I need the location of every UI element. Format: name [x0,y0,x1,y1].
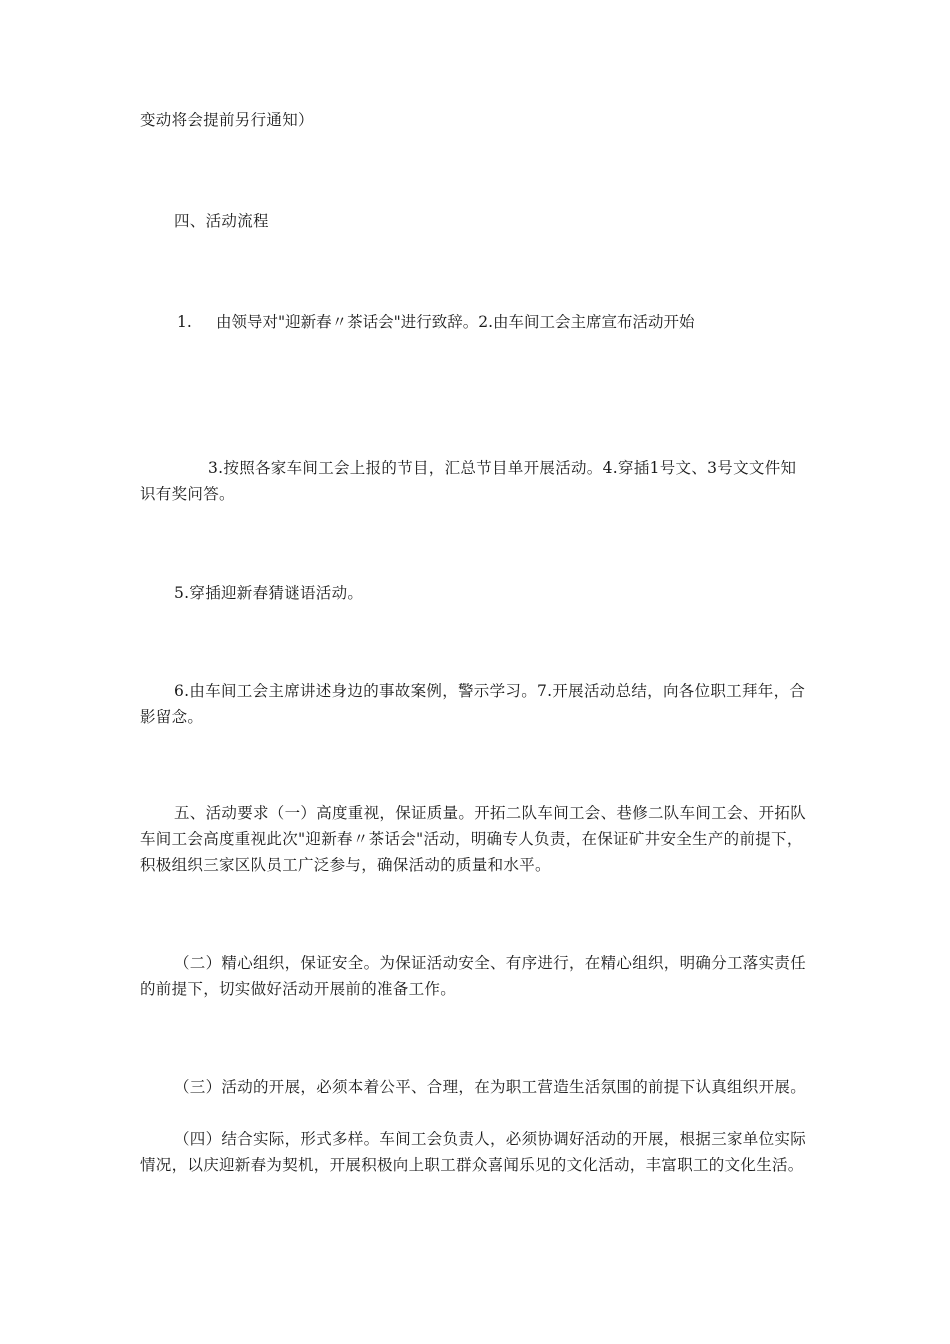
section-5-paragraph: 五、活动要求（一）高度重视，保证质量。开拓二队车间工会、巷修二队车间工会、开拓队车间工会高度重视此次"迎新春〃茶话会"活动，明确专人负责，在保证矿井安全生产的前提下，积极组织三家区队员工广泛参与，确保活动的质量和水平。 [140,804,807,874]
requirement-2-paragraph: （二）精心组织，保证安全。为保证活动安全、有序进行，在精心组织，明确分工落实责任的前提下，切实做好活动开展前的准备工作。 [140,954,807,998]
paragraph-item-5: 5.穿插迎新春猜谜语活动。 [174,584,364,602]
section-4-heading: 四、活动流程 [174,212,269,230]
paragraph-items-3-4: 3.按照各家车间工会上报的节目，汇总节目单开展活动。4.穿插1号文、3号文文件知识有奖问答。 [140,459,797,503]
list-item-text: 由领导对"迎新春〃茶话会"进行致辞。2.由车间工会主席宣布活动开始 [216,313,695,331]
requirement-3-paragraph: （三）活动的开展，必须本着公平、合理，在为职工营造生活氛围的前提下认真组织开展。 [174,1078,807,1096]
requirement-4-paragraph: （四）结合实际，形式多样。车间工会负责人，必须协调好活动的开展，根据三家单位实际情况，以庆迎新春为契机，开展积极向上职工群众喜闻乐见的文化活动，丰富职工的文化生活。 [140,1130,807,1174]
continuation-text: 变动将会提前另行通知） [140,111,314,129]
list-item-number: 1. [177,313,192,331]
paragraph-items-6-7: 6.由车间工会主席讲述身边的事故案例，警示学习。7.开展活动总结，向各位职工拜年，合影留念。 [140,682,806,726]
